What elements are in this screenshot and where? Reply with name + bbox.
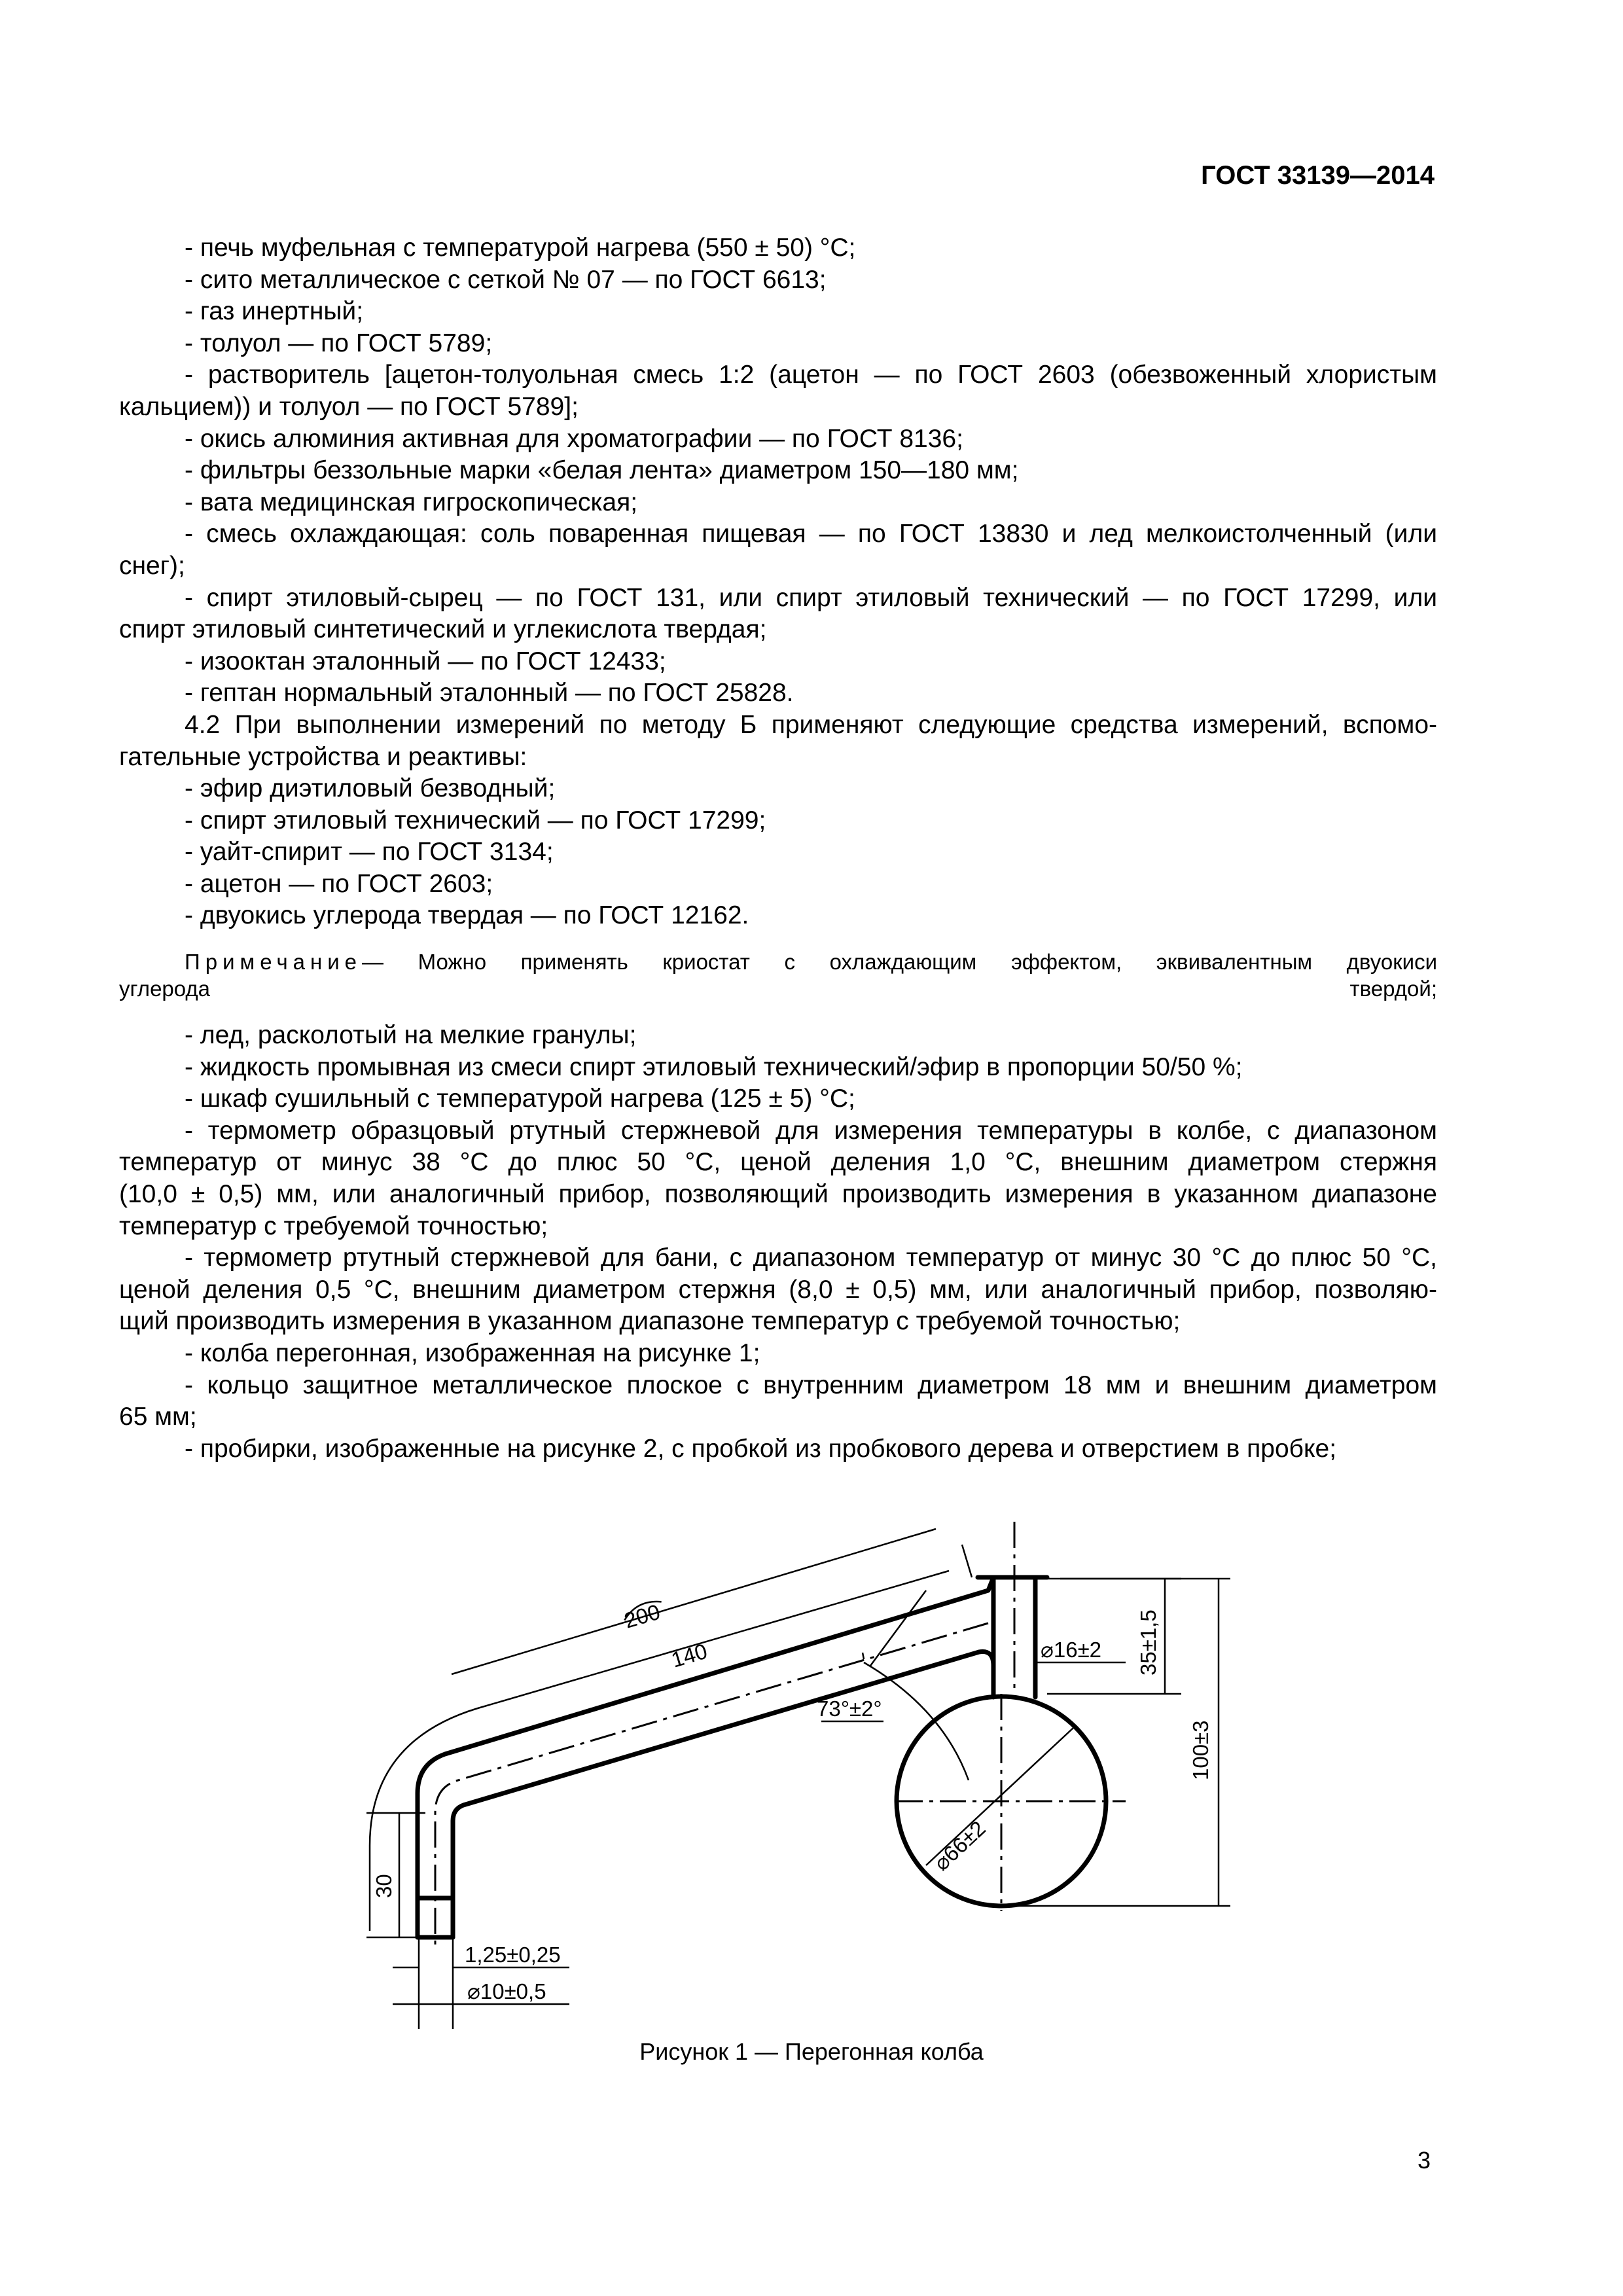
tube-diam-label: ⌀10±0,5 bbox=[467, 1979, 546, 2003]
total-height-label: 100±3 bbox=[1188, 1720, 1213, 1780]
list-item: - термометр образцовый ртутный стержневой для измерения температуры в колбе, с диапазоном bbox=[185, 1116, 1437, 1145]
neck-diam-label: ⌀16±2 bbox=[1041, 1638, 1102, 1662]
arc-length-label: 200 bbox=[621, 1599, 663, 1633]
list-item-continuation: 65 мм; bbox=[119, 1403, 197, 1431]
list-item: - пробирки, изображенные на рисунке 2, с пробкой из пробкового дерева и отверстием в пробке; bbox=[185, 1434, 1337, 1463]
distillation-flask-diagram bbox=[0, 1505, 1623, 2029]
clause-4-2-continuation: гательные устройства и реактивы: bbox=[119, 742, 527, 771]
neck-height-label: 35±1,5 bbox=[1136, 1609, 1160, 1676]
list-item: - лед, расколотый на мелкие гранулы; bbox=[185, 1021, 637, 1050]
list-item: - колба перегонная, изображенная на рисунке 1; bbox=[185, 1339, 760, 1367]
tube-length-label: 140 bbox=[668, 1638, 710, 1672]
list-item: - вата медицинская гигроскопическая; bbox=[185, 488, 638, 516]
list-item: - жидкость промывная из смеси спирт этиловый технический/эфир в пропорции 50/50 %; bbox=[185, 1052, 1243, 1081]
list-item: - кольцо защитное металлическое плоское с внутренним диаметром 18 мм и внешним диаметром bbox=[185, 1371, 1437, 1399]
list-item: - окись алюминия активная для хроматографии — по ГОСТ 8136; bbox=[185, 424, 963, 453]
list-item-continuation: температур с требуемой точностью; bbox=[119, 1211, 548, 1240]
list-item: - газ инертный; bbox=[185, 297, 364, 326]
note-text: — Можно применять криостат с охлаждающим эффектом, эквивалентным двуокиси bbox=[362, 950, 1437, 975]
list-item: - растворитель [ацетон-толуольная смесь 1:2 (ацетон — по ГОСТ 2603 (обезвоженный хлористым bbox=[185, 361, 1437, 389]
list-item: - толуол — по ГОСТ 5789; bbox=[185, 329, 493, 357]
note bbox=[119, 948, 1437, 1002]
tip-length-label: 30 bbox=[372, 1874, 396, 1898]
list-item-continuation: (10,0 ± 0,5) мм, или аналогичный прибор, позволяющий производить измерения в указанном диапазоне bbox=[119, 1180, 1437, 1209]
list-item: - ацетон — по ГОСТ 2603; bbox=[185, 869, 493, 898]
centerlines bbox=[435, 1522, 1126, 1950]
list-item-continuation: ценой деления 0,5 °С, внешним диаметром стержня (8,0 ± 0,5) мм, или аналогичный прибор, позволяю- bbox=[119, 1275, 1437, 1304]
list-item: - гептан нормальный эталонный — по ГОСТ 25828. bbox=[185, 679, 794, 708]
list-item: - шкаф сушильный с температурой нагрева (125 ± 5) °С; bbox=[185, 1085, 855, 1113]
list-item: - эфир диэтиловый безводный; bbox=[185, 774, 556, 803]
list-item: - смесь охлаждающая: соль поваренная пищевая — по ГОСТ 13830 и лед мелкоистолченный (или bbox=[185, 520, 1437, 548]
standard-number: ГОСТ 33139—2014 bbox=[1201, 161, 1435, 190]
wall-label: 1,25±0,25 bbox=[465, 1943, 561, 1967]
list-item: - спирт этиловый технический — по ГОСТ 17299; bbox=[185, 806, 766, 834]
list-item: - термометр ртутный стержневой для бани, с диапазоном температур от минус 30 °С до плюс 50 °С, bbox=[185, 1244, 1437, 1272]
angle-label: 73°±2° bbox=[817, 1696, 882, 1721]
list-item-continuation: снег); bbox=[119, 551, 185, 580]
list-item-continuation: спирт этиловый синтетический и углекислота твердая; bbox=[119, 615, 767, 644]
figure-1-drawing bbox=[0, 1505, 1623, 2029]
list-item: - двуокись углерода твердая — по ГОСТ 12162. bbox=[185, 901, 749, 930]
side-tube-inner-wall bbox=[453, 1651, 993, 1937]
note-lead: Примечание bbox=[185, 950, 363, 975]
body-text bbox=[119, 232, 1437, 1465]
list-item: - печь муфельная с температурой нагрева (550 ± 50) °С; bbox=[185, 234, 856, 262]
clause-4-2: 4.2 При выполнении измерений по методу Б применяют следующие средства измерений, вспомо- bbox=[185, 710, 1437, 739]
list-item-continuation: температур от минус 38 °С до плюс 50 °С, ценой деления 1,0 °С, внешним диаметром стержня bbox=[119, 1148, 1437, 1177]
page-number: 3 bbox=[1417, 2147, 1431, 2174]
list-item: - изооктан эталонный — по ГОСТ 12433; bbox=[185, 647, 666, 675]
list-item-continuation: щий производить измерения в указанном диапазоне температур с требуемой точностью; bbox=[119, 1307, 1181, 1336]
list-item: - уайт-спирит — по ГОСТ 3134; bbox=[185, 838, 554, 867]
list-item: - сито металлическое с сеткой № 07 — по ГОСТ 6613; bbox=[185, 265, 827, 294]
note-continuation: углерода твердой; bbox=[119, 977, 1437, 1001]
list-item-continuation: кальцием)) и толуол — по ГОСТ 5789]; bbox=[119, 392, 579, 421]
bulb-diam-label: ⌀66±2 bbox=[929, 1816, 990, 1876]
flask-outline bbox=[418, 1577, 1106, 1937]
list-item: - фильтры беззольные марки «белая лента» диаметром 150—180 мм; bbox=[185, 456, 1019, 485]
list-item: - спирт этиловый-сырец — по ГОСТ 131, или спирт этиловый технический — по ГОСТ 17299, или bbox=[185, 583, 1437, 612]
figure-caption: Рисунок 1 — Перегонная колба bbox=[639, 2038, 984, 2065]
